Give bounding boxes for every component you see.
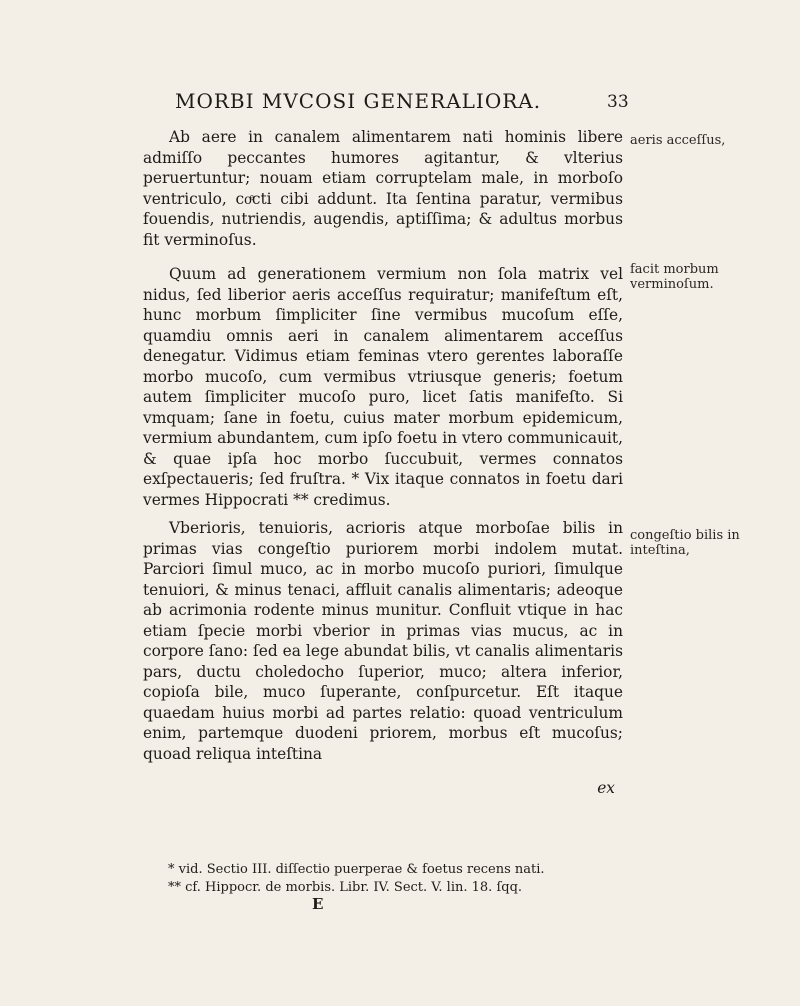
margin-note-2: facit morbum verminoſum. xyxy=(630,262,719,292)
footnote-2: ** cf. Hippocr. de morbis. Libr. IV. Sect. V. lin. 18. ſqq. xyxy=(168,880,523,895)
footnote-1: * vid. Sectio III. diſſectio puerperae & foetus recens nati. xyxy=(168,862,545,877)
body-text xyxy=(143,127,623,799)
catchword: ex xyxy=(597,779,615,797)
margin-note-1: aeris acceſſus, xyxy=(630,133,726,148)
paragraph-3: Vberioris, tenuioris, acrioris atque morboſae bilis in primas vias congeſtio puriorem morbi indolem mutat. Parciori ſimul muco, ac in morbo mucoſo puriori, ſimulque tenuiori, & minus tenaci, affluit canalis alimentaris; adeoque ab acrimonia rodente minus munitur. Confluit vtique in hac etiam ſpecie morbi vberior in primas vias mucus, ac in corpore ſano: ſed ea lege abundat bilis, vt canalis alimentaris pars, ductu choledocho ſuperior, muco; altera inferior, copioſa bile, muco ſuperante, conſpurcetur. Eſt itaque quaedam huius morbi ad partes relatio: quoad ventriculum enim, partemque duodeni priorem, morbus eſt mucoſus; quoad reliqua inteſtina xyxy=(143,519,623,763)
paragraph-2: Quum ad generationem vermium non ſola matrix vel nidus, ſed liberior aeris acceſſus requiratur; manifeſtum eſt, hunc morbum ſimpliciter ſine vermibus mucoſum eſſe, quamdiu omnis aeri in canalem alimentarem acceſſus denegatur. Vidimus etiam feminas vtero gerentes laboraſſe morbo mucoſo, cum vermibus vtriusque generis; foetum autem ſimpliciter mucoſo puro, licet ſatis manifeſto. Si vmquam; ſane in foetu, cuius mater morbum epidemicum, vermium abundantem, cum ipſo foetu in vtero communicauit, & quae ipſa hoc morbo ſuccubuit, vermes connatos exſpectaueris; ſed fruſtra. * Vix itaque connatos in foetu dari vermes Hippocrati ** credimus. xyxy=(143,265,624,509)
page-number: 33 xyxy=(607,92,629,112)
footnotes xyxy=(168,861,638,897)
paragraph-1: Ab aere in canalem alimentarem nati hominis libere admiſſo peccantes humores agitantur, & vlterius peruertuntur; nouam etiam corruptelam male, in morboſo ventriculo, coͤcti cibi addunt. Ita ſentina paratur, vermibus fouendis, nutriendis, augendis, aptiſſima; & adultus morbus fit verminoſus. xyxy=(143,128,623,249)
running-head: MORBI MVCOSI GENERALIORA. xyxy=(175,89,542,113)
signature-mark: E xyxy=(312,895,324,913)
margin-note-3: congeſtio bilis in inteſtina, xyxy=(630,528,740,558)
